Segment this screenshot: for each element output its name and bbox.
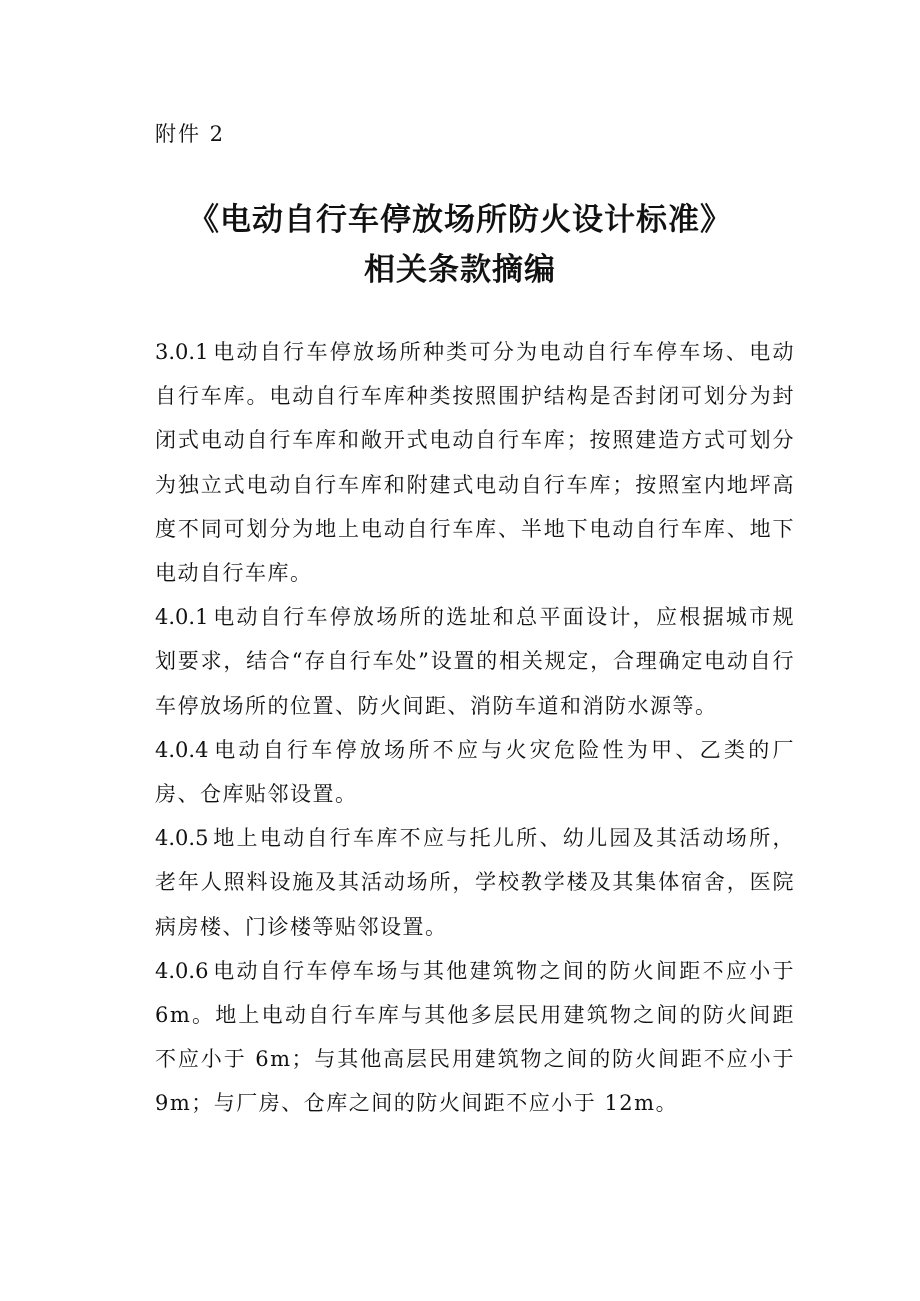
clause-text: 地上电动自行车库不应与托儿所、幼儿园及其活动场所，老年人照料设施及其活动场所，学校教学楼及其集体宿舍，医院病房楼、门诊楼等贴邻设置。 xyxy=(155,826,795,939)
clause-text: 电动自行车停放场所种类可分为电动自行车停车场、电动自行车库。电动自行车库种类按照围护结构是否封闭可划分为封闭式电动自行车库和敞开式电动自行车库；按照建造方式可划分为独立式电动自行车库和附建式电动自行车库；按照室内地坪高度不同可划分为地上电动自行车库、半地下电动自行车库、地下电动自行车库。 xyxy=(155,340,795,586)
document-title xyxy=(0,195,920,295)
clause-text: 电动自行车停放场所不应与火灾危险性为甲、乙类的厂房、仓库贴邻设置。 xyxy=(155,737,795,807)
clause-text: 电动自行车停车场与其他建筑物之间的防火间距不应小于 6m。地上电动自行车库与其他多层民用建筑物之间的防火间距不应小于 6m；与其他高层民用建筑物之间的防火间距不应小于 9m；与厂房、仓库之间的防火间距不应小于 12m。 xyxy=(155,958,795,1116)
clause-4-0-1 xyxy=(155,595,795,728)
title-line-1: 《电动自行车停放场所防火设计标准》 xyxy=(188,202,732,238)
clause-number: 3.0.1 xyxy=(155,340,209,364)
clause-number: 4.0.1 xyxy=(155,605,209,630)
clauses-body xyxy=(155,330,795,1126)
clause-text: 电动自行车停放场所的选址和总平面设计，应根据城市规划要求，结合“存自行车处”设置的相关规定，合理确定电动自行车停放场所的位置、防火间距、消防车道和消防水源等。 xyxy=(155,605,795,718)
clause-number: 4.0.4 xyxy=(155,737,209,762)
title-line-2: 相关条款摘编 xyxy=(364,252,556,288)
clause-number: 4.0.6 xyxy=(155,958,209,983)
clause-3-0-1 xyxy=(155,330,795,595)
clause-4-0-4 xyxy=(155,728,795,816)
clause-4-0-6 xyxy=(155,949,795,1126)
clause-number: 4.0.5 xyxy=(155,826,209,851)
clause-4-0-5 xyxy=(155,816,795,949)
attachment-label: 附件 2 xyxy=(155,122,226,146)
